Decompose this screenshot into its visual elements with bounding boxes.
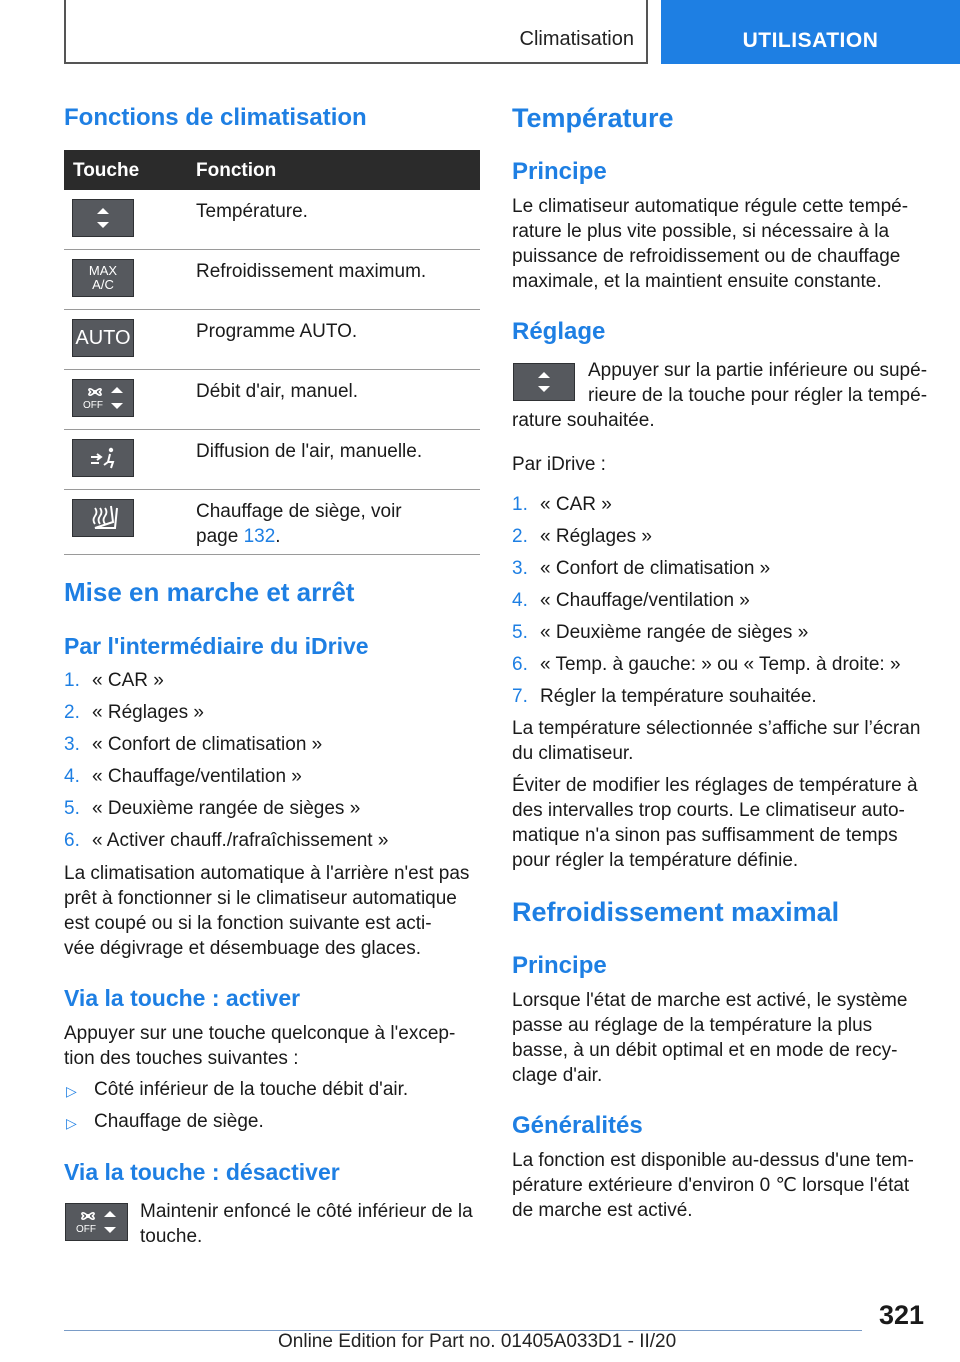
generalites-title: Généralités [512, 1112, 643, 1139]
bullet-triangle-icon: ▷ [66, 1115, 77, 1131]
deactivate-title: Via la touche : désactiver [64, 1159, 340, 1185]
table-row [64, 310, 480, 370]
text-line: vée dégivrage et désembuage des glaces. [64, 938, 422, 959]
principe-text [512, 194, 908, 294]
left-paragraph-1 [64, 861, 469, 961]
step-number: 3. [64, 734, 80, 755]
step-text: Régler la température souhaitée. [540, 686, 817, 707]
text-line: Appuyer sur la partie inférieure ou supé‐ [588, 360, 928, 381]
table-row [64, 190, 480, 250]
fan-off-label: OFF [76, 1224, 96, 1235]
text-line: pour régler la température définie. [512, 850, 799, 871]
auto-icon-label: AUTO [75, 327, 131, 349]
generalites-text [512, 1148, 914, 1223]
max-ac-icon-label: MAX A/C [88, 263, 118, 292]
step-text: « CAR » [540, 494, 612, 515]
text-line: tion des touches suivantes : [64, 1048, 299, 1069]
step-number: 4. [64, 766, 80, 787]
step-number: 2. [64, 702, 80, 723]
step-number: 6. [512, 654, 528, 675]
page-prefix: page [196, 526, 239, 547]
page-number: 321 [878, 1300, 924, 1330]
step-number: 5. [512, 622, 528, 643]
text-line: La climatisation automatique à l'arrière n'est pas [64, 863, 470, 884]
step-text: « Chauffage/ventilation » [92, 766, 302, 787]
section-title-mise-en-marche: Mise en marche et arrêt [64, 577, 355, 607]
text-line: La fonction est disponible au-dessus d'une tem‐ [512, 1150, 914, 1171]
text-line: rature le plus vite possible, si nécessaire à la [512, 221, 890, 242]
step-number: 3. [512, 558, 528, 579]
row-function-text: Diffusion de l'air, manuelle. [196, 441, 423, 462]
reglage-title: Réglage [512, 318, 606, 345]
step-number: 1. [512, 494, 528, 515]
right-title: Température [512, 103, 674, 133]
footer-edition: Online Edition for Part no. 01405A033D1 - II/20 [278, 1331, 677, 1352]
text-line: maximale, et la maintient ensuite constante. [512, 271, 882, 292]
keys-table-col-touche: Touche [73, 160, 140, 181]
text-line: passe au réglage de la température la plus [512, 1015, 873, 1036]
row-function-text: Température. [196, 201, 308, 222]
right-paragraph-a [512, 716, 920, 766]
step-text: « Confort de climatisation » [92, 734, 323, 755]
table-row [64, 430, 480, 490]
bullet-text: Chauffage de siège. [94, 1111, 264, 1132]
table-row [64, 370, 480, 430]
step-text: « Temp. à gauche: » ou « Temp. à droite: » [540, 654, 901, 675]
text-line: prêt à fonctionner si le climatiseur automatique [64, 888, 457, 909]
row-function-line1: Chauffage de siège, voir [196, 501, 402, 522]
header-chapter-tab [661, 0, 960, 64]
text-line: Le climatiseur automatique régule cette tempé‐ [512, 196, 909, 217]
header-section-title: Climatisation [519, 28, 634, 50]
text-line: du climatiseur. [512, 743, 634, 764]
row-function-text: Refroidissement maximum. [196, 261, 427, 282]
reglage-text-lines [588, 358, 927, 408]
text-line: Maintenir enfoncé le côté inférieur de la [140, 1201, 473, 1222]
header-chapter-label: UTILISATION [742, 29, 879, 52]
principe2-text [512, 988, 907, 1088]
reglage-text-wrap: rature souhaitée. [512, 410, 655, 431]
idrive-label: Par iDrive : [512, 454, 606, 475]
text-line: clage d'air. [512, 1065, 603, 1086]
air-distribution-icon [72, 439, 134, 477]
left-title: Fonctions de climatisation [64, 104, 367, 131]
text-line: puissance de refroidissement ou de chauffage [512, 246, 901, 267]
step-text: « Deuxième rangée de sièges » [540, 622, 809, 643]
principe-title: Principe [512, 158, 607, 185]
activate-text [64, 1021, 455, 1071]
step-text: « Activer chauff./rafraîchissement » [92, 830, 389, 851]
refroidissement-title: Refroidissement maximal [512, 897, 840, 927]
right-paragraph-b [512, 773, 918, 873]
step-text: « Deuxième rangée de sièges » [92, 798, 361, 819]
temperature-up-down-icon [72, 199, 134, 237]
step-number: 5. [64, 798, 80, 819]
text-line: Éviter de modifier les réglages de température à [512, 775, 918, 796]
text-line: de marche est activé. [512, 1200, 693, 1221]
bullet-text: Côté inférieur de la touche débit d'air. [94, 1079, 409, 1100]
row-function-text [196, 499, 402, 549]
temperature-up-down-icon [513, 363, 575, 401]
text-line: rieure de la touche pour régler la tempé‐ [588, 385, 928, 406]
page-suffix: . [275, 526, 281, 547]
page-link[interactable]: 132 [243, 526, 276, 547]
text-line: des intervalles trop courts. Le climatiseur auto‐ [512, 800, 905, 821]
row-function-text: Débit d'air, manuel. [196, 381, 359, 402]
text-line: est coupé ou si la fonction suivante est acti‐ [64, 913, 432, 934]
text-line: touche. [140, 1226, 203, 1247]
table-row [64, 490, 480, 555]
idrive-subtitle: Par l'intermédiaire du iDrive [64, 633, 369, 659]
step-number: 2. [512, 526, 528, 547]
keys-table-header [64, 150, 480, 190]
step-text: « CAR » [92, 670, 164, 691]
fan-off-icon [65, 1203, 128, 1241]
row-function-text: Programme AUTO. [196, 321, 358, 342]
deactivate-text [140, 1199, 473, 1249]
text-line: matique n'a sinon pas suffisamment de temps [512, 825, 898, 846]
principe2-title: Principe [512, 952, 607, 979]
fan-off-icon [72, 379, 134, 417]
step-text: « Réglages » [92, 702, 204, 723]
text-line: Lorsque l'état de marche est activé, le système [512, 990, 908, 1011]
bullet-triangle-icon: ▷ [66, 1083, 77, 1099]
header-section-box [64, 0, 648, 64]
text-line: basse, à un débit optimal et en mode de recy‐ [512, 1040, 898, 1061]
step-number: 1. [64, 670, 80, 691]
text-line: Appuyer sur une touche quelconque à l'excep‐ [64, 1023, 456, 1044]
keys-table-col-fonction: Fonction [196, 160, 277, 181]
step-number: 4. [512, 590, 528, 611]
step-text: « Réglages » [540, 526, 652, 547]
seat-heating-icon [72, 499, 134, 537]
text-line: La température sélectionnée s’affiche sur l’écran [512, 718, 921, 739]
max-ac-icon [72, 259, 134, 297]
step-number: 6. [64, 830, 80, 851]
activate-title: Via la touche : activer [64, 985, 301, 1011]
step-number: 7. [512, 686, 528, 707]
text-line: pérature extérieure d'environ 0 ℃ lorsque l'état [512, 1175, 910, 1196]
step-text: « Confort de climatisation » [540, 558, 771, 579]
fan-off-label: OFF [83, 400, 103, 411]
row-function-line2 [196, 524, 402, 549]
keys-table [64, 150, 480, 555]
step-text: « Chauffage/ventilation » [540, 590, 750, 611]
table-row [64, 250, 480, 310]
auto-icon [72, 319, 134, 357]
